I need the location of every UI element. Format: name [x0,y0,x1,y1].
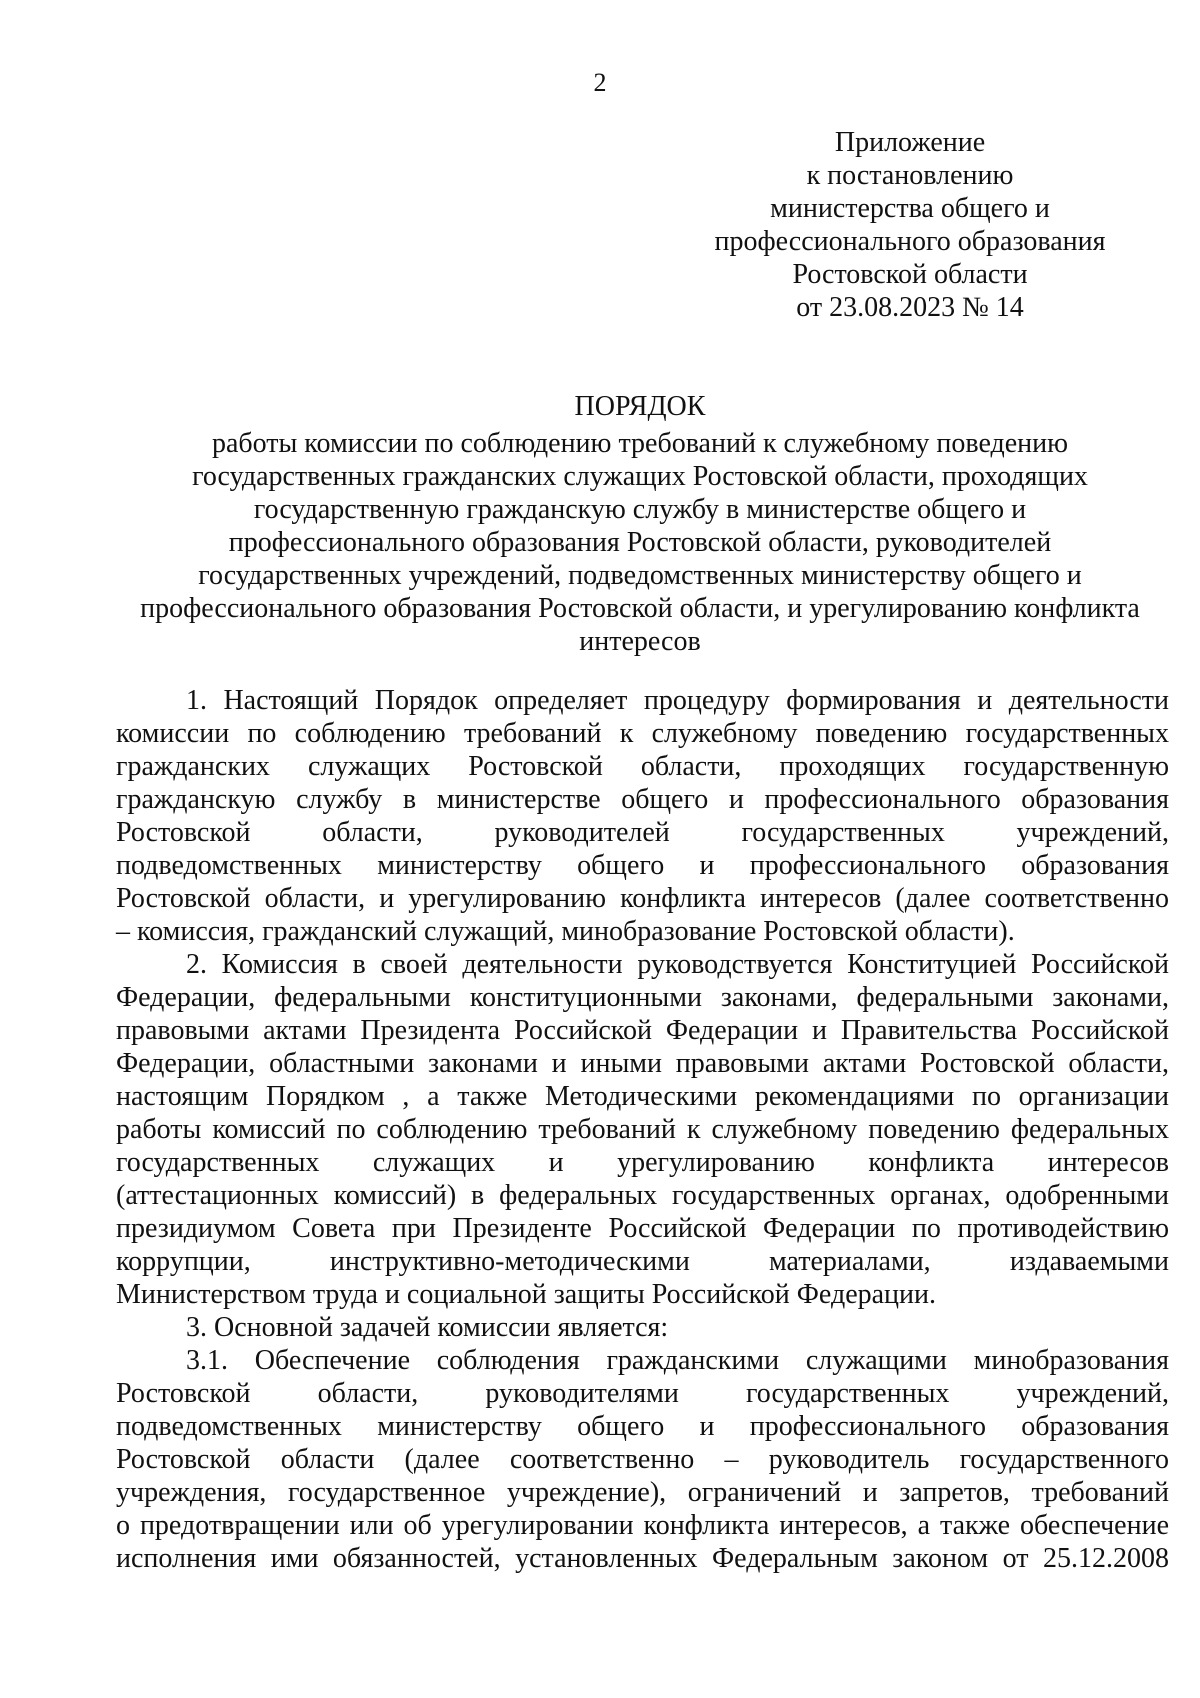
paragraph-2-line: Федерации, федеральными конституционными законами, федеральными законами, [116,982,1169,1013]
paragraph-3-line: 3. Основной задачей комиссии является: [186,1312,669,1343]
title-line: государственных гражданских служащих Ростовской области, проходящих [192,461,1088,492]
title-line: профессионального образования Ростовской области, и урегулированию конфликта [140,593,1140,624]
paragraph-2-line: государственных служащих и урегулированию конфликта интересов [116,1147,1169,1178]
title-line: государственных учреждений, подведомственных министерству общего и [198,560,1082,591]
paragraph-1-line: гражданскую службу в министерстве общего и профессионального образования [116,784,1169,815]
paragraph-1-line: – комиссия, гражданский служащий, минобразование Ростовской области). [116,916,1015,947]
paragraph-1-line: Ростовской области, руководителей государственных учреждений, [116,817,1169,848]
paragraph-2-line: правовыми актами Президента Российской Федерации и Правительства Российской [116,1015,1169,1046]
document-title-block [110,390,1170,658]
document-title: ПОРЯДОК [574,391,706,422]
page-number: 2 [593,68,607,97]
appendix-line: Ростовской области [792,259,1028,290]
appendix-line: министерства общего и [770,193,1050,224]
title-line: государственную гражданскую службу в министерстве общего и [253,494,1027,525]
paragraph-2-line: Федерации, областными законами и иными правовыми актами Ростовской области, [116,1048,1169,1079]
paragraph-1-line: 1. Настоящий Порядок определяет процедуру формирования и деятельности [186,685,1169,716]
paragraph-1-line: подведомственных министерству общего и профессионального образования [116,850,1169,881]
paragraph-2-line: 2. Комиссия в своей деятельности руководствуется Конституцией Российской [186,949,1169,980]
appendix-line: к постановлению [806,160,1014,191]
paragraph-1-line: комиссии по соблюдению требований к служебному поведению государственных [116,718,1169,749]
paragraph-2-line: настоящим Порядком , а также Методическими рекомендациями по организации [116,1081,1169,1112]
paragraph-2-line: коррупции, инструктивно-методическими материалами, издаваемыми [116,1246,1169,1277]
paragraph-2-line: (аттестационных комиссий) в федеральных государственных органах, одобренными [116,1180,1169,1211]
paragraph-1-line: Ростовской области, и урегулированию конфликта интересов (далее соответственно [116,883,1169,914]
title-line: профессионального образования Ростовской области, руководителей [228,527,1052,558]
title-line: интересов [579,626,701,657]
appendix-block [700,126,1120,324]
title-line: работы комиссии по соблюдению требований к служебному поведению [211,428,1069,459]
paragraph-2-line: работы комиссий по соблюдению требований к служебному поведению федеральных [116,1114,1169,1145]
paragraph-3-1-line: 3.1. Обеспечение соблюдения гражданскими служащими минобразования [186,1345,1169,1376]
document-body [116,684,1169,1575]
paragraph-3-1-line: Ростовской области, руководителями государственных учреждений, [116,1378,1169,1409]
paragraph-3-1-line: о предотвращении или об урегулировании конфликта интересов, а также обеспечение [116,1510,1169,1541]
paragraph-3-1-line: подведомственных министерству общего и профессионального образования [116,1411,1169,1442]
appendix-line: Приложение [834,127,986,158]
paragraph-3-1-line: Ростовской области (далее соответственно – руководитель государственного [116,1444,1169,1475]
paragraph-2-line: президиумом Совета при Президенте Российской Федерации по противодействию [116,1213,1169,1244]
appendix-line: от 23.08.2023 № 14 [796,292,1024,323]
paragraph-2-line: Министерством труда и социальной защиты Российской Федерации. [116,1279,937,1310]
appendix-line: профессионального образования [714,226,1106,257]
paragraph-3-1-line: учреждения, государственное учреждение), ограничений и запретов, требований [116,1477,1169,1508]
paragraph-3-1-line: исполнения ими обязанностей, установленных Федеральным законом от 25.12.2008 [116,1543,1169,1574]
paragraph-1-line: гражданских служащих Ростовской области, проходящих государственную [116,751,1169,782]
